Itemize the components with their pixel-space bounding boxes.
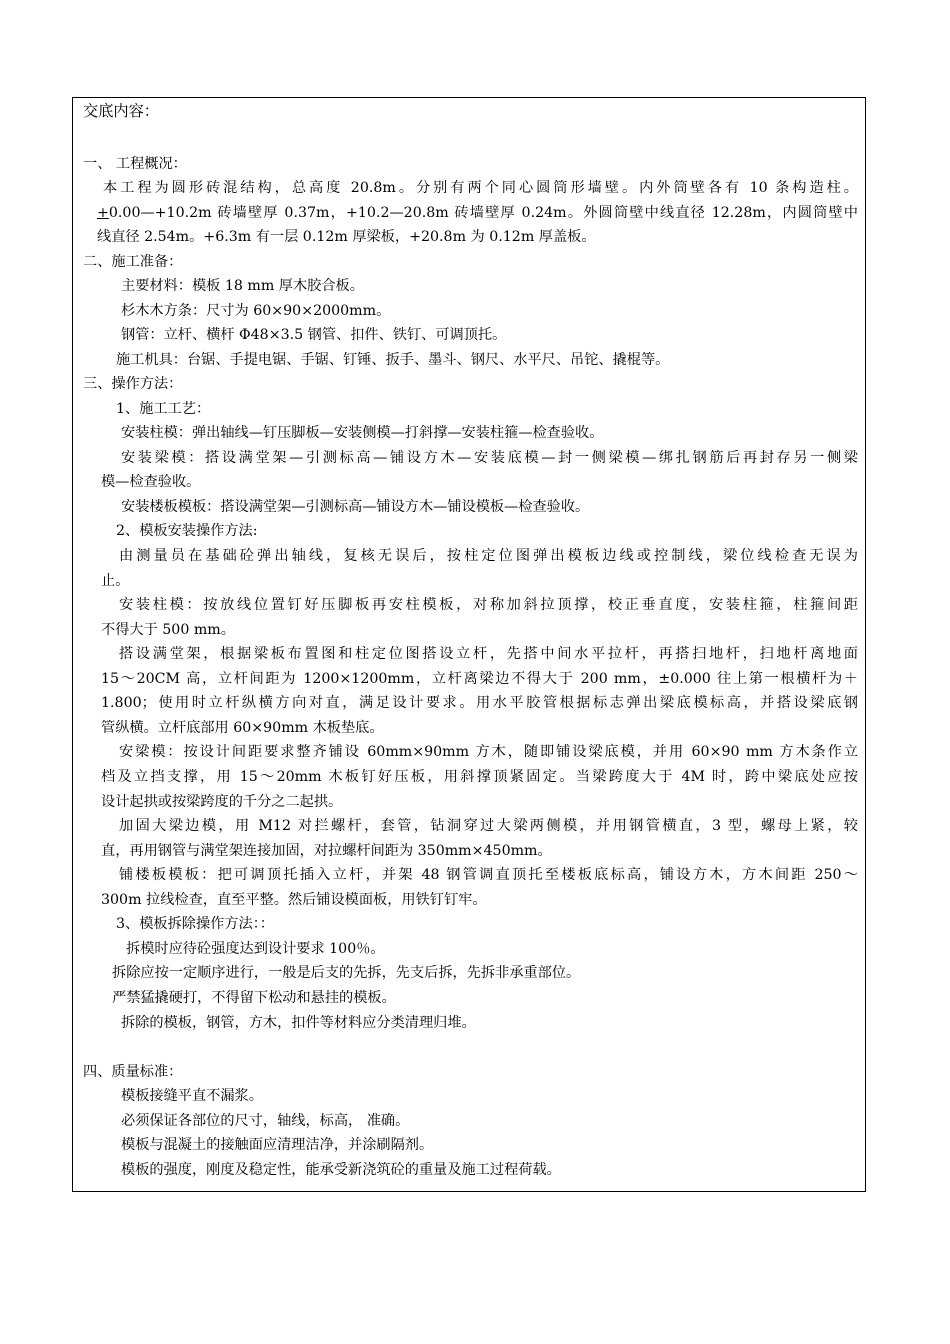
s3-paragraph-line: 不得大于 500 mm。 [101,622,235,638]
s2-item: 钢管：立杆、横杆 Φ48×3.5 钢管、扣件、铁钉、可调顶托。 [121,327,507,343]
s4-item: 模板与混凝土的接触面应清理洁净，并涂刷隔剂。 [121,1137,434,1153]
s4-item: 模板的强度，刚度及稳定性，能承受新浇筑砼的重量及施工过程荷载。 [121,1162,561,1178]
s3-paragraph-line: 拆除应按一定顺序进行，一般是后支的先拆，先支后拆，先拆非承重部位。 [112,965,581,981]
s3-paragraph-line: 拆除的模板，钢管，方木，扣件等材料应分类清理归堆。 [121,1015,476,1031]
plus-minus-prefix: + [97,205,109,221]
s1-paragraph-line: 线直径 2.54m。+6.3m 有一层 0.12m 厚梁板，+20.8m 为 0.12m 厚盖板。 [97,229,596,245]
s1-paragraph-line: 本工程为圆形砖混结构，总高度 20.8m。分别有两个同心圆筒形墙壁。内外筒壁各有 10 条构造柱。 [103,180,858,196]
s3-paragraph-line: 铺楼板模板：把可调顶托插入立杆，并架 48 钢管调直顶托至楼板底标高，铺设方木，方木间距 250～ [119,867,858,883]
s2-item: 施工机具：台锯、手提电锯、手锯、钉锤、扳手、墨斗、钢尺、水平尺、吊铊、撬棍等。 [116,352,670,368]
s3-subheading: 2、模板安装操作方法: [116,523,258,539]
s3-paragraph-line: 安装柱模：弹出轴线—钉压脚板—安装侧模—打斜撑—安装柱箍—检查验收。 [121,425,604,441]
s3-paragraph-line: 由测量员在基础砼弹出轴线，复核无误后，按柱定位图弹出模板边线或控制线，梁位线检查无误为 [119,548,858,564]
s1-paragraph-line [97,204,858,222]
s2-item: 杉木木方条：尺寸为 60×90×2000mm。 [121,303,391,319]
s4-item: 模板接缝平直不漏浆。 [121,1088,263,1104]
section-1-title: 一、 工程概况： [83,156,187,172]
s3-paragraph-line: 安装梁模：搭设满堂架—引测标高—铺设方木—安装底模—封一侧梁模—绑扎钢筋后再封存另一侧梁 [121,450,858,466]
s3-paragraph-line: 直，再用钢管与满堂架连接加固，对拉螺杆间距为 350mm×450mm。 [101,843,552,859]
s3-paragraph-line: 搭设满堂架，根据梁板布置图和柱定位图搭设立杆，先搭中间水平拉杆，再搭扫地杆，扫地杆离地面 [119,646,858,662]
s1-paragraph-text: 0.00—+10.2m 砖墙壁厚 0.37m，+10.2—20.8m 砖墙壁厚 0.24m。外圆筒壁中线直径 12.28m，内圆筒壁中 [108,205,858,221]
s3-paragraph-line: 15～20CM 高，立杆间距为 1200×1200mm，立杆离梁边不得大于 200 mm，±0.000 往上第一根横杆为＋ [101,671,858,687]
s3-paragraph-line: 止。 [101,573,130,589]
section-2-title: 二、施工准备： [83,254,183,270]
s3-paragraph-line: 安梁模：按设计间距要求整齐铺设 60mm×90mm 方木，随即铺设梁底模，并用 60×90 mm 方木条作立 [119,744,858,760]
s3-paragraph-line: 拆模时应待砼强度达到设计要求 100％。 [126,941,385,957]
s3-paragraph-line: 设计起拱或按梁跨度的千分之二起拱。 [101,794,343,810]
s3-paragraph-line: 管纵横。立杆底部用 60×90mm 木板垫底。 [101,720,384,736]
s3-paragraph-line: 1.800；使用时立杆纵横方向对直，满足设计要求。用水平胶管根据标志弹出梁底模标高，并搭设梁底钢 [101,695,858,711]
s2-item: 主要材料：模板 18 mm 厚木胶合板。 [121,278,364,294]
s3-paragraph-line: 安装柱模：按放线位置钉好压脚板再安柱模板，对称加斜拉顶撑，校正垂直度，安装柱箍，柱箍间距 [119,597,858,613]
s3-paragraph-line: 档及立挡支撑，用 15～20mm 木板钉好压板，用斜撑顶紧固定。当梁跨度大于 4M 时，跨中梁底处应按 [101,769,858,785]
s3-paragraph-line: 严禁猛撬硬打，不得留下松动和悬挂的模板。 [112,990,396,1006]
s4-item: 必须保证各部位的尺寸，轴线，标高， 准确。 [121,1113,410,1129]
s3-paragraph-line: 安装楼板模板：搭设满堂架—引测标高—铺设方木—铺设模板—检查验收。 [121,499,590,515]
s3-paragraph-line: 模—检查验收。 [101,474,201,490]
section-4-title: 四、质量标准： [83,1064,183,1080]
s3-subheading: 3、模板拆除操作方法：： [116,916,274,932]
section-header: 交底内容： [83,102,159,120]
section-3-title: 三、操作方法： [83,376,183,392]
s3-paragraph-line: 300m 拉线检查，直至平整。然后铺设模面板，用铁钉钉牢。 [101,892,487,908]
s3-subheading: 1、施工工艺： [116,401,211,417]
s3-paragraph-line: 加固大梁边模，用 M12 对拦螺杆，套管，钻洞穿过大梁两侧模，并用钢管横直，3 型，螺母上紧，较 [119,818,858,834]
